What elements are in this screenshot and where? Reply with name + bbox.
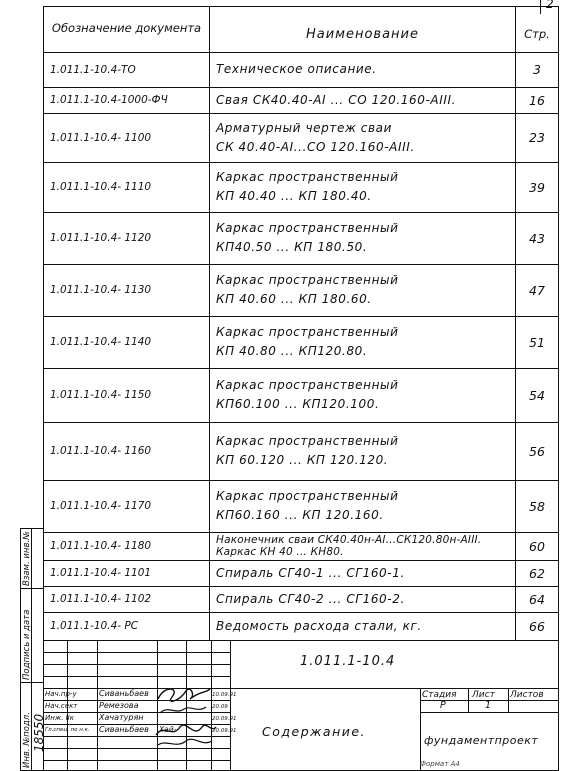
stamp-sheet-label: Лист <box>472 690 495 700</box>
row-designation: 1.011.1-10.4-ТО <box>50 63 136 76</box>
row-designation: 1.011.1-10.4- 1100 <box>50 131 152 144</box>
stamp-doc-code: 1.011.1-10.4 <box>300 654 396 669</box>
row-page: 64 <box>529 591 545 607</box>
row-page: 16 <box>529 92 545 108</box>
row-designation: 1.011.1-10.4- 1170 <box>50 500 152 512</box>
header-name: Наименование <box>305 27 420 42</box>
row-name-line: КП60.100 ... КП120.100. <box>216 397 380 411</box>
row-name <box>210 113 516 162</box>
stamp-col-line <box>230 640 231 771</box>
side-vzam-label: Взам. инв.№ <box>22 530 32 586</box>
stamp-sheets-label: Листов <box>510 690 544 700</box>
header-page: Стр. <box>524 27 550 41</box>
stamp-role: Гл.спец. по н.к. <box>45 727 90 733</box>
stamp-grid-row-line <box>43 664 230 665</box>
frame-right-line <box>558 6 559 771</box>
side-strip-div1 <box>20 588 44 589</box>
stamp-date: 20.09 <box>212 704 228 710</box>
stamp-sheet-value: 1 <box>485 700 492 711</box>
stamp-stage-line2 <box>420 712 559 713</box>
stamp-date: 20.09.91 <box>212 728 237 734</box>
stamp-role: Нач.сект <box>45 702 78 710</box>
stamp-person-name: Хачатурян <box>99 713 144 722</box>
row-page: 51 <box>529 334 545 350</box>
row-name <box>210 52 516 87</box>
row-name <box>210 586 516 612</box>
stamp-stage-div1 <box>468 688 469 712</box>
row-name <box>210 316 516 368</box>
row-page: 60 <box>529 538 545 554</box>
stamp-role: Инж. IIк <box>45 714 74 722</box>
stamp-organization: фундаментпроект <box>424 734 539 747</box>
row-designation: 1.011.1-10.4- 1140 <box>50 336 152 348</box>
row-name <box>210 612 516 640</box>
stamp-col-line <box>97 640 98 771</box>
row-name <box>210 264 516 316</box>
side-strip-top <box>20 528 44 529</box>
side-strip-div2 <box>20 682 44 683</box>
row-designation: 1.011.1-10.4- 1160 <box>50 445 152 457</box>
row-page: 3 <box>533 62 541 77</box>
row-name <box>210 422 516 480</box>
row-name-line: Каркас пространственный <box>216 434 399 448</box>
row-page: 23 <box>529 130 545 145</box>
row-name <box>210 560 516 586</box>
row-designation: 1.011.1-10.4- 1150 <box>50 389 152 401</box>
signature-scribbles <box>150 683 220 763</box>
row-name <box>210 212 516 264</box>
stamp-right-col <box>420 688 421 771</box>
row-name-line: Наконечник сваи СК40.40н-АI...СК120.80н-АIII. <box>216 534 482 546</box>
row-name <box>210 532 516 560</box>
row-name-line: Каркас пространственный <box>216 325 399 339</box>
row-name-line: КП60.160 ... КП 120.160. <box>216 508 384 522</box>
stamp-extra-mark: Хай- <box>159 725 177 734</box>
stamp-person-name: Сиваньбаев <box>99 689 149 698</box>
row-name <box>210 87 516 113</box>
row-name-line: Каркас пространственный <box>216 221 399 235</box>
row-designation: 1.011.1-10.4- 1101 <box>50 567 152 579</box>
row-designation: 1.011.1-10.4- 1110 <box>50 181 152 193</box>
stamp-date: 20.09.91 <box>212 716 237 722</box>
side-sign-label: Подпись и дата <box>22 609 32 680</box>
stamp-top-line <box>43 640 559 641</box>
bottom-format-label: Формат А4 <box>420 760 460 768</box>
row-page: 54 <box>529 387 545 403</box>
row-designation: 1.011.1-10.4- 1180 <box>50 540 152 552</box>
row-name-line: КП 60.120 ... КП 120.120. <box>216 453 389 467</box>
row-designation: 1.011.1-10.4-1000-ФЧ <box>50 94 168 106</box>
stamp-title: Содержание. <box>262 724 367 739</box>
stamp-grid-row-line <box>43 676 230 677</box>
row-name-line: Каркас КН 40 ... КН80. <box>216 546 344 558</box>
row-designation: 1.011.1-10.4- 1102 <box>50 593 152 605</box>
row-designation: 1.011.1-10.4- 1120 <box>50 232 152 244</box>
row-page: 39 <box>529 179 545 195</box>
stamp-grid-row-line <box>43 652 230 653</box>
row-page: 56 <box>529 443 545 459</box>
row-designation: 1.011.1-10.4- РС <box>50 620 139 632</box>
frame-top-line <box>43 6 559 7</box>
row-name-line: Каркас пространственный <box>216 273 399 287</box>
row-name-line: КП 40.40 ... КП 180.40. <box>216 189 372 203</box>
row-name-line: Каркас пространственный <box>216 489 399 503</box>
row-name <box>210 368 516 422</box>
stamp-date: 10.09.91 <box>212 692 237 698</box>
row-name-line: КП40.50 ... КП 180.50. <box>216 240 368 254</box>
row-name-line: КП 40.60 ... КП 180.60. <box>216 292 372 306</box>
row-page: 62 <box>529 565 545 581</box>
row-name <box>210 480 516 532</box>
row-name-line: Арматурный чертеж сваи <box>216 120 392 135</box>
side-strip-left <box>20 528 21 771</box>
row-name-line: Спираль СГ40-2 ... СГ160-2. <box>216 591 405 606</box>
row-name-line: Свая СК40.40-АI ... СО 120.160-АIII. <box>216 92 457 107</box>
stamp-stage-label: Стадия <box>422 690 457 700</box>
corner-box-line <box>540 0 541 14</box>
stamp-stage-div2 <box>508 688 509 712</box>
header-designation: Обозначение документа <box>51 21 202 35</box>
row-name-line: Техническое описание. <box>216 62 377 76</box>
stamp-role: Нач.пр-у <box>45 690 77 698</box>
side-inv-label: Инв. №подл. <box>22 712 32 768</box>
stamp-person-name: Сиваньбаев <box>99 725 149 734</box>
stamp-person-name: Ремезова <box>99 701 139 710</box>
row-name <box>210 162 516 212</box>
row-name-line: СК 40.40-АI...СО 120.160-АIII. <box>216 139 415 154</box>
row-name-line: Каркас пространственный <box>216 378 399 392</box>
row-name-line: Ведомость расхода стали, кг. <box>216 618 422 633</box>
row-name-line: КП 40.80 ... КП120.80. <box>216 344 368 358</box>
row-designation: 1.011.1-10.4- 1130 <box>50 284 152 296</box>
row-name-line: Спираль СГ40-1 ... СГ160-1. <box>216 565 405 580</box>
row-name-line: Каркас пространственный <box>216 170 399 184</box>
row-page: 58 <box>529 498 545 514</box>
side-inv-number: 18550 <box>32 713 46 752</box>
row-page: 47 <box>529 282 545 298</box>
corner-sheet-number: 2 <box>546 0 554 11</box>
row-page: 66 <box>529 618 545 634</box>
row-page: 43 <box>529 230 545 246</box>
stamp-stage-value: Р <box>440 700 446 711</box>
